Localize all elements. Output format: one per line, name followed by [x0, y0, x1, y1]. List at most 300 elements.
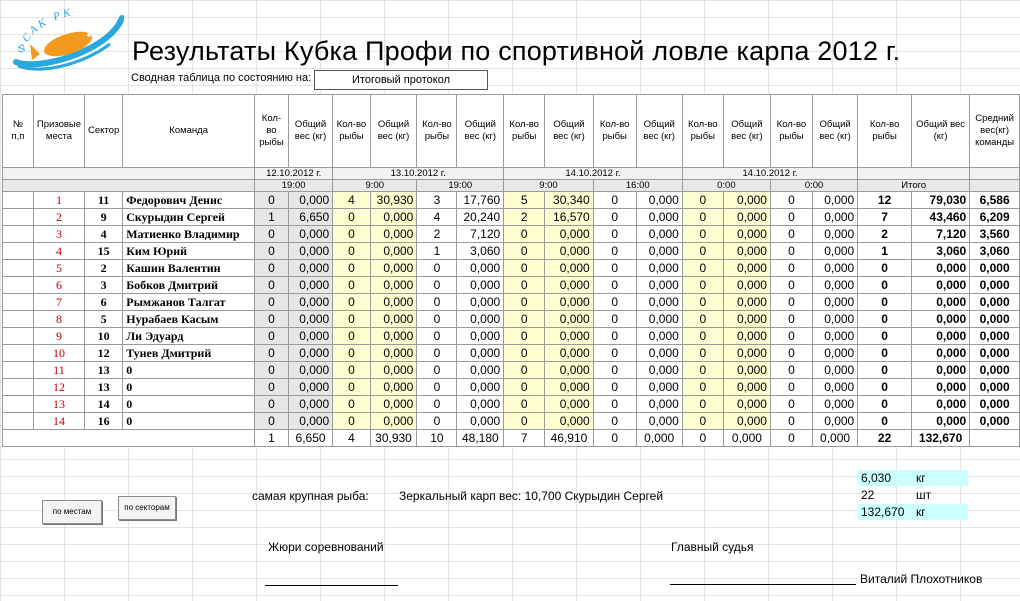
totals-count-cell[interactable]: 0	[593, 430, 636, 447]
row-number-cell[interactable]	[3, 379, 34, 396]
row-number-cell[interactable]	[3, 192, 34, 209]
total-weight-cell[interactable]: 0,000	[912, 328, 970, 345]
weight-cell[interactable]: 20,240	[457, 209, 504, 226]
count-cell[interactable]: 1	[255, 209, 289, 226]
count-cell[interactable]: 0	[255, 379, 289, 396]
count-cell[interactable]: 0	[417, 311, 457, 328]
weight-cell[interactable]: 0,000	[288, 413, 332, 430]
place-cell[interactable]: 13	[33, 396, 84, 413]
weight-cell[interactable]: 0,000	[288, 345, 332, 362]
count-cell[interactable]: 0	[417, 294, 457, 311]
weight-cell[interactable]: 0,000	[370, 362, 417, 379]
avg-weight-cell[interactable]: 3,060	[970, 243, 1020, 260]
weight-cell[interactable]: 0,000	[370, 379, 417, 396]
sector-cell[interactable]: 11	[85, 192, 123, 209]
count-cell[interactable]: 2	[504, 209, 545, 226]
weight-cell[interactable]: 0,000	[636, 243, 682, 260]
weight-cell[interactable]: 0,000	[288, 243, 332, 260]
weight-cell[interactable]: 0,000	[545, 226, 594, 243]
count-cell[interactable]: 0	[682, 413, 723, 430]
total-weight-cell[interactable]: 0,000	[912, 345, 970, 362]
totals-count-cell[interactable]: 4	[333, 430, 370, 447]
weight-cell[interactable]: 0,000	[457, 396, 504, 413]
place-cell[interactable]: 8	[33, 311, 84, 328]
count-cell[interactable]: 0	[682, 396, 723, 413]
totals-weight-cell[interactable]: 0,000	[812, 430, 857, 447]
team-cell[interactable]: Ли Эдуард	[123, 328, 255, 345]
count-cell[interactable]: 0	[593, 260, 636, 277]
sector-cell[interactable]: 14	[85, 396, 123, 413]
count-cell[interactable]: 0	[593, 209, 636, 226]
weight-cell[interactable]: 0,000	[812, 209, 857, 226]
avg-weight-cell[interactable]: 0,000	[970, 277, 1020, 294]
place-cell[interactable]: 1	[33, 192, 84, 209]
weight-cell[interactable]: 0,000	[723, 345, 770, 362]
place-cell[interactable]: 7	[33, 294, 84, 311]
count-cell[interactable]: 0	[593, 379, 636, 396]
avg-weight-cell[interactable]: 0,000	[970, 413, 1020, 430]
row-number-cell[interactable]	[3, 260, 34, 277]
weight-cell[interactable]: 0,000	[288, 277, 332, 294]
weight-cell[interactable]: 0,000	[370, 209, 417, 226]
count-cell[interactable]: 0	[593, 311, 636, 328]
weight-cell[interactable]: 0,000	[370, 345, 417, 362]
sector-cell[interactable]: 9	[85, 209, 123, 226]
count-cell[interactable]: 0	[593, 362, 636, 379]
weight-cell[interactable]: 0,000	[457, 413, 504, 430]
count-cell[interactable]: 0	[682, 311, 723, 328]
count-cell[interactable]: 0	[333, 243, 370, 260]
weight-cell[interactable]: 30,930	[370, 192, 417, 209]
count-cell[interactable]: 0	[417, 328, 457, 345]
row-number-cell[interactable]	[3, 362, 34, 379]
weight-cell[interactable]: 0,000	[812, 192, 857, 209]
weight-cell[interactable]: 0,000	[812, 362, 857, 379]
total-count-cell[interactable]: 0	[858, 277, 912, 294]
row-number-cell[interactable]	[3, 311, 34, 328]
count-cell[interactable]: 0	[333, 260, 370, 277]
weight-cell[interactable]: 0,000	[457, 311, 504, 328]
count-cell[interactable]: 0	[593, 345, 636, 362]
weight-cell[interactable]: 0,000	[636, 192, 682, 209]
count-cell[interactable]: 0	[333, 328, 370, 345]
count-cell[interactable]: 0	[504, 413, 545, 430]
weight-cell[interactable]: 0,000	[545, 413, 594, 430]
weight-cell[interactable]: 0,000	[812, 311, 857, 328]
total-weight-cell[interactable]: 0,000	[912, 396, 970, 413]
count-cell[interactable]: 0	[333, 362, 370, 379]
weight-cell[interactable]: 0,000	[370, 413, 417, 430]
weight-cell[interactable]: 0,000	[370, 243, 417, 260]
count-cell[interactable]: 0	[504, 226, 545, 243]
sector-cell[interactable]: 4	[85, 226, 123, 243]
count-cell[interactable]: 0	[417, 345, 457, 362]
weight-cell[interactable]: 0,000	[636, 294, 682, 311]
weight-cell[interactable]: 0,000	[723, 328, 770, 345]
weight-cell[interactable]: 0,000	[545, 396, 594, 413]
count-cell[interactable]: 0	[255, 192, 289, 209]
weight-cell[interactable]: 0,000	[812, 328, 857, 345]
row-number-cell[interactable]	[3, 243, 34, 260]
total-weight-cell[interactable]: 0,000	[912, 277, 970, 294]
team-cell[interactable]: 0	[123, 379, 255, 396]
avg-weight-cell[interactable]: 0,000	[970, 328, 1020, 345]
avg-weight-cell[interactable]: 0,000	[970, 379, 1020, 396]
count-cell[interactable]: 0	[504, 311, 545, 328]
count-cell[interactable]: 0	[682, 209, 723, 226]
total-weight-cell[interactable]: 79,030	[912, 192, 970, 209]
avg-weight-cell[interactable]: 6,586	[970, 192, 1020, 209]
weight-cell[interactable]: 0,000	[457, 328, 504, 345]
row-number-cell[interactable]	[3, 209, 34, 226]
weight-cell[interactable]: 0,000	[723, 413, 770, 430]
weight-cell[interactable]: 0,000	[288, 396, 332, 413]
place-cell[interactable]: 11	[33, 362, 84, 379]
count-cell[interactable]: 0	[255, 362, 289, 379]
weight-cell[interactable]: 0,000	[457, 345, 504, 362]
total-count-cell[interactable]: 0	[858, 413, 912, 430]
weight-cell[interactable]: 0,000	[723, 362, 770, 379]
total-count-cell[interactable]: 0	[858, 362, 912, 379]
weight-cell[interactable]: 0,000	[636, 260, 682, 277]
place-cell[interactable]: 5	[33, 260, 84, 277]
team-cell[interactable]: Ким Юрий	[123, 243, 255, 260]
weight-cell[interactable]: 0,000	[545, 379, 594, 396]
weight-cell[interactable]: 0,000	[370, 328, 417, 345]
weight-cell[interactable]: 0,000	[723, 277, 770, 294]
count-cell[interactable]: 0	[682, 226, 723, 243]
total-weight-cell[interactable]: 0,000	[912, 294, 970, 311]
count-cell[interactable]: 0	[593, 328, 636, 345]
count-cell[interactable]: 0	[682, 328, 723, 345]
count-cell[interactable]: 0	[504, 277, 545, 294]
weight-cell[interactable]: 0,000	[723, 294, 770, 311]
place-cell[interactable]: 2	[33, 209, 84, 226]
sector-cell[interactable]: 13	[85, 379, 123, 396]
weight-cell[interactable]: 0,000	[288, 379, 332, 396]
weight-cell[interactable]: 0,000	[288, 362, 332, 379]
count-cell[interactable]: 0	[682, 294, 723, 311]
count-cell[interactable]: 0	[682, 277, 723, 294]
count-cell[interactable]: 0	[504, 396, 545, 413]
weight-cell[interactable]: 0,000	[636, 379, 682, 396]
count-cell[interactable]: 0	[417, 277, 457, 294]
weight-cell[interactable]: 0,000	[636, 362, 682, 379]
count-cell[interactable]: 0	[682, 362, 723, 379]
total-weight-cell[interactable]: 0,000	[912, 362, 970, 379]
weight-cell[interactable]: 0,000	[812, 379, 857, 396]
weight-cell[interactable]: 0,000	[545, 277, 594, 294]
place-cell[interactable]: 3	[33, 226, 84, 243]
weight-cell[interactable]: 0,000	[457, 260, 504, 277]
weight-cell[interactable]: 0,000	[545, 345, 594, 362]
count-cell[interactable]: 0	[682, 345, 723, 362]
totals-count-cell[interactable]: 1	[255, 430, 289, 447]
count-cell[interactable]: 0	[593, 277, 636, 294]
count-cell[interactable]: 0	[770, 294, 812, 311]
avg-weight-cell[interactable]: 0,000	[970, 294, 1020, 311]
count-cell[interactable]: 0	[770, 260, 812, 277]
total-weight-cell[interactable]: 3,060	[912, 243, 970, 260]
total-weight-cell[interactable]: 0,000	[912, 413, 970, 430]
team-cell[interactable]: Федорович Денис	[123, 192, 255, 209]
sector-cell[interactable]: 2	[85, 260, 123, 277]
weight-cell[interactable]: 0,000	[723, 209, 770, 226]
weight-cell[interactable]: 0,000	[288, 328, 332, 345]
weight-cell[interactable]: 0,000	[812, 277, 857, 294]
count-cell[interactable]: 4	[417, 209, 457, 226]
count-cell[interactable]: 0	[682, 379, 723, 396]
count-cell[interactable]: 0	[504, 294, 545, 311]
count-cell[interactable]: 0	[504, 260, 545, 277]
count-cell[interactable]: 0	[417, 362, 457, 379]
sector-cell[interactable]: 15	[85, 243, 123, 260]
count-cell[interactable]: 0	[593, 294, 636, 311]
count-cell[interactable]: 0	[682, 192, 723, 209]
count-cell[interactable]: 3	[417, 192, 457, 209]
team-cell[interactable]: Матиенко Владимир	[123, 226, 255, 243]
total-weight-cell[interactable]: 0,000	[912, 311, 970, 328]
count-cell[interactable]: 0	[333, 226, 370, 243]
count-cell[interactable]: 0	[333, 345, 370, 362]
count-cell[interactable]: 0	[682, 243, 723, 260]
total-count-cell[interactable]: 0	[858, 345, 912, 362]
weight-cell[interactable]: 0,000	[723, 379, 770, 396]
weight-cell[interactable]: 0,000	[723, 396, 770, 413]
total-count-cell[interactable]: 7	[858, 209, 912, 226]
weight-cell[interactable]: 0,000	[723, 311, 770, 328]
place-cell[interactable]: 10	[33, 345, 84, 362]
count-cell[interactable]: 0	[770, 277, 812, 294]
count-cell[interactable]: 0	[593, 192, 636, 209]
weight-cell[interactable]: 17,760	[457, 192, 504, 209]
count-cell[interactable]: 0	[770, 396, 812, 413]
count-cell[interactable]: 0	[333, 396, 370, 413]
weight-cell[interactable]: 0,000	[545, 311, 594, 328]
weight-cell[interactable]: 0,000	[545, 294, 594, 311]
team-cell[interactable]: Кашин Валентин	[123, 260, 255, 277]
totals-weight-cell[interactable]: 30,930	[370, 430, 417, 447]
total-count-cell[interactable]: 0	[858, 328, 912, 345]
count-cell[interactable]: 0	[770, 192, 812, 209]
sector-cell[interactable]: 16	[85, 413, 123, 430]
weight-cell[interactable]: 0,000	[288, 311, 332, 328]
weight-cell[interactable]: 0,000	[545, 260, 594, 277]
count-cell[interactable]: 0	[770, 311, 812, 328]
total-count-cell[interactable]: 12	[858, 192, 912, 209]
weight-cell[interactable]: 6,650	[288, 209, 332, 226]
row-number-cell[interactable]	[3, 396, 34, 413]
count-cell[interactable]: 0	[770, 362, 812, 379]
weight-cell[interactable]: 0,000	[636, 328, 682, 345]
count-cell[interactable]: 0	[255, 294, 289, 311]
row-number-cell[interactable]	[3, 413, 34, 430]
place-cell[interactable]: 12	[33, 379, 84, 396]
count-cell[interactable]: 0	[504, 243, 545, 260]
count-cell[interactable]: 0	[593, 396, 636, 413]
row-number-cell[interactable]	[3, 294, 34, 311]
count-cell[interactable]: 0	[255, 413, 289, 430]
count-cell[interactable]: 0	[255, 328, 289, 345]
totals-weight-cell[interactable]: 0,000	[723, 430, 770, 447]
weight-cell[interactable]: 0,000	[812, 294, 857, 311]
count-cell[interactable]: 0	[593, 413, 636, 430]
team-cell[interactable]: Скурыдин Сергей	[123, 209, 255, 226]
count-cell[interactable]: 0	[682, 260, 723, 277]
count-cell[interactable]: 0	[417, 413, 457, 430]
total-count-cell[interactable]: 0	[858, 311, 912, 328]
avg-weight-cell[interactable]: 0,000	[970, 345, 1020, 362]
weight-cell[interactable]: 0,000	[636, 396, 682, 413]
count-cell[interactable]: 0	[770, 243, 812, 260]
avg-weight-cell[interactable]: 0,000	[970, 362, 1020, 379]
team-cell[interactable]: 0	[123, 396, 255, 413]
count-cell[interactable]: 0	[255, 243, 289, 260]
weight-cell[interactable]: 16,570	[545, 209, 594, 226]
weight-cell[interactable]: 0,000	[288, 294, 332, 311]
weight-cell[interactable]: 0,000	[457, 379, 504, 396]
count-cell[interactable]: 0	[504, 345, 545, 362]
row-number-cell[interactable]	[3, 226, 34, 243]
weight-cell[interactable]: 0,000	[723, 192, 770, 209]
count-cell[interactable]: 0	[417, 379, 457, 396]
totals-weight-cell[interactable]: 6,650	[288, 430, 332, 447]
weight-cell[interactable]: 0,000	[370, 260, 417, 277]
count-cell[interactable]: 0	[417, 260, 457, 277]
weight-cell[interactable]: 0,000	[370, 226, 417, 243]
team-cell[interactable]: 0	[123, 362, 255, 379]
total-count-cell[interactable]: 0	[858, 379, 912, 396]
totals-weight-cell[interactable]: 132,670	[912, 430, 970, 447]
sort-by-sectors-button[interactable]: по секторам	[118, 496, 176, 520]
count-cell[interactable]: 2	[417, 226, 457, 243]
weight-cell[interactable]: 0,000	[636, 413, 682, 430]
weight-cell[interactable]: 0,000	[812, 260, 857, 277]
weight-cell[interactable]: 0,000	[288, 192, 332, 209]
count-cell[interactable]: 0	[417, 396, 457, 413]
weight-cell[interactable]: 0,000	[545, 362, 594, 379]
count-cell[interactable]: 0	[593, 226, 636, 243]
weight-cell[interactable]: 0,000	[812, 226, 857, 243]
count-cell[interactable]: 0	[504, 328, 545, 345]
count-cell[interactable]: 0	[770, 226, 812, 243]
weight-cell[interactable]: 0,000	[370, 396, 417, 413]
count-cell[interactable]: 0	[255, 277, 289, 294]
total-count-cell[interactable]: 0	[858, 396, 912, 413]
avg-weight-cell[interactable]: 0,000	[970, 396, 1020, 413]
weight-cell[interactable]: 0,000	[812, 345, 857, 362]
row-number-cell[interactable]	[3, 345, 34, 362]
count-cell[interactable]: 0	[504, 362, 545, 379]
weight-cell[interactable]: 0,000	[812, 413, 857, 430]
count-cell[interactable]: 0	[333, 311, 370, 328]
team-cell[interactable]: Тунев Дмитрий	[123, 345, 255, 362]
count-cell[interactable]: 0	[593, 243, 636, 260]
sector-cell[interactable]: 3	[85, 277, 123, 294]
place-cell[interactable]: 6	[33, 277, 84, 294]
weight-cell[interactable]: 0,000	[288, 260, 332, 277]
sector-cell[interactable]: 10	[85, 328, 123, 345]
sector-cell[interactable]: 12	[85, 345, 123, 362]
count-cell[interactable]: 0	[770, 345, 812, 362]
weight-cell[interactable]: 7,120	[457, 226, 504, 243]
total-weight-cell[interactable]: 0,000	[912, 260, 970, 277]
count-cell[interactable]: 0	[255, 345, 289, 362]
count-cell[interactable]: 0	[333, 294, 370, 311]
weight-cell[interactable]: 0,000	[636, 345, 682, 362]
weight-cell[interactable]: 3,060	[457, 243, 504, 260]
totals-weight-cell[interactable]: 48,180	[457, 430, 504, 447]
sort-by-places-button[interactable]: по местам	[42, 500, 102, 524]
sector-cell[interactable]: 6	[85, 294, 123, 311]
place-cell[interactable]: 14	[33, 413, 84, 430]
weight-cell[interactable]: 0,000	[812, 396, 857, 413]
count-cell[interactable]: 0	[333, 277, 370, 294]
row-number-cell[interactable]	[3, 328, 34, 345]
total-count-cell[interactable]: 0	[858, 260, 912, 277]
weight-cell[interactable]: 0,000	[370, 294, 417, 311]
avg-weight-cell[interactable]: 0,000	[970, 311, 1020, 328]
total-weight-cell[interactable]: 7,120	[912, 226, 970, 243]
count-cell[interactable]: 0	[504, 379, 545, 396]
totals-weight-cell[interactable]: 0,000	[636, 430, 682, 447]
count-cell[interactable]: 0	[333, 209, 370, 226]
avg-weight-cell[interactable]: 6,209	[970, 209, 1020, 226]
totals-count-cell[interactable]: 0	[770, 430, 812, 447]
weight-cell[interactable]: 0,000	[723, 260, 770, 277]
count-cell[interactable]: 1	[417, 243, 457, 260]
weight-cell[interactable]: 0,000	[636, 311, 682, 328]
team-cell[interactable]: 0	[123, 413, 255, 430]
team-cell[interactable]: Рымжанов Талгат	[123, 294, 255, 311]
weight-cell[interactable]: 0,000	[636, 209, 682, 226]
status-value-cell[interactable]: Итоговый протокол	[314, 70, 488, 90]
avg-weight-cell[interactable]: 3,560	[970, 226, 1020, 243]
totals-count-cell[interactable]: 0	[682, 430, 723, 447]
weight-cell[interactable]: 0,000	[288, 226, 332, 243]
weight-cell[interactable]: 0,000	[370, 277, 417, 294]
totals-count-cell[interactable]: 22	[858, 430, 912, 447]
count-cell[interactable]: 4	[333, 192, 370, 209]
weight-cell[interactable]: 0,000	[545, 243, 594, 260]
count-cell[interactable]: 0	[770, 328, 812, 345]
weight-cell[interactable]: 0,000	[457, 277, 504, 294]
weight-cell[interactable]: 0,000	[457, 362, 504, 379]
team-cell[interactable]: Бобков Дмитрий	[123, 277, 255, 294]
total-count-cell[interactable]: 2	[858, 226, 912, 243]
avg-weight-cell[interactable]: 0,000	[970, 260, 1020, 277]
row-number-cell[interactable]	[3, 277, 34, 294]
place-cell[interactable]: 4	[33, 243, 84, 260]
sector-cell[interactable]: 5	[85, 311, 123, 328]
total-weight-cell[interactable]: 43,460	[912, 209, 970, 226]
count-cell[interactable]: 0	[333, 379, 370, 396]
weight-cell[interactable]: 30,340	[545, 192, 594, 209]
weight-cell[interactable]: 0,000	[723, 243, 770, 260]
total-weight-cell[interactable]: 0,000	[912, 379, 970, 396]
place-cell[interactable]: 9	[33, 328, 84, 345]
totals-count-cell[interactable]: 7	[504, 430, 545, 447]
weight-cell[interactable]: 0,000	[545, 328, 594, 345]
weight-cell[interactable]: 0,000	[370, 311, 417, 328]
weight-cell[interactable]: 0,000	[723, 226, 770, 243]
count-cell[interactable]: 5	[504, 192, 545, 209]
totals-count-cell[interactable]: 10	[417, 430, 457, 447]
weight-cell[interactable]: 0,000	[812, 243, 857, 260]
count-cell[interactable]: 0	[770, 379, 812, 396]
sector-cell[interactable]: 13	[85, 362, 123, 379]
team-cell[interactable]: Нурабаев Касым	[123, 311, 255, 328]
